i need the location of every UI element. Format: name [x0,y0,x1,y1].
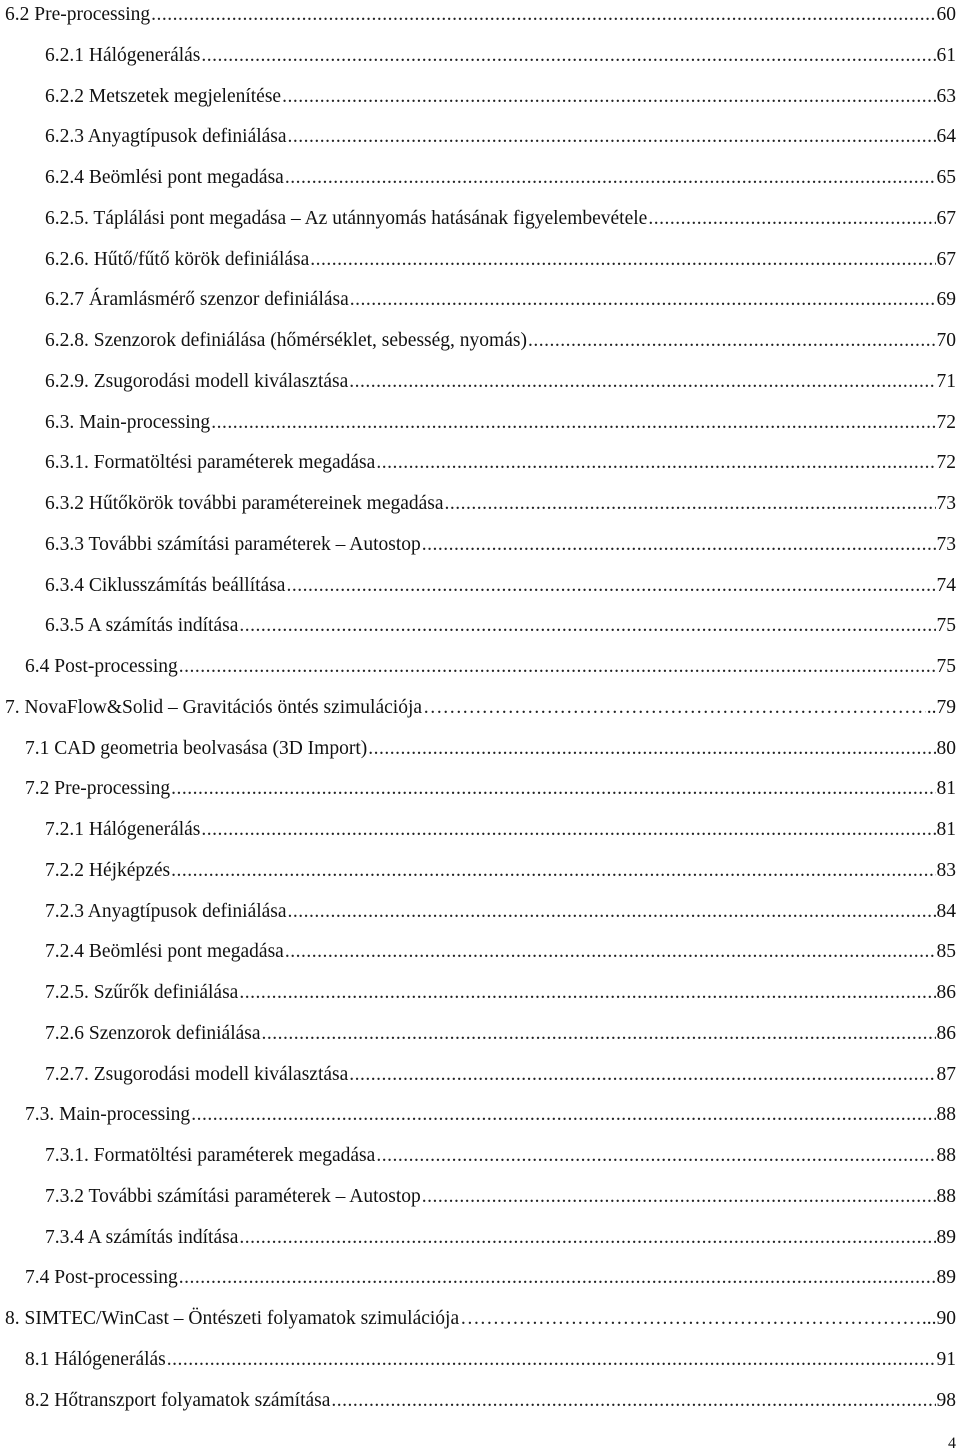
toc-entry-page: 64 [936,126,956,148]
toc-entry-page: 73 [936,493,956,514]
toc-entry-page: 63 [936,85,956,107]
toc-entry[interactable] [25,734,956,764]
toc-dot-leader [422,1182,936,1212]
toc-entry-page: 80 [936,737,956,759]
toc-entry[interactable] [45,1060,956,1090]
toc-dot-leader [282,82,935,112]
toc-entry-title: 6.2.8. Szenzorok definiálása (hőmérséklet, sebesség, nyomás) [45,330,527,351]
toc-entry-page: ...90 [921,1308,956,1329]
toc-dot-leader [376,448,935,478]
toc-entry[interactable] [25,1386,956,1416]
toc-entry-title: 8.1 Hálógenerálás [25,1348,166,1370]
toc-entry-title: 6.3.2 Hűtőkörök további paramétereinek megadása [45,493,444,514]
toc-entry-page: 69 [936,289,956,311]
toc-entry[interactable] [45,1182,956,1212]
toc-entry-title: 6.2.3 Anyagtípusok definiálása [45,126,287,148]
toc-dot-leader [211,408,935,438]
toc-entry-title: 8. SIMTEC/WinCast – Öntészeti folyamatok szimulációja [5,1308,460,1329]
toc-entry[interactable] [45,448,956,478]
toc-dot-leader [239,978,935,1008]
toc-entry[interactable] [5,0,956,30]
toc-entry[interactable] [45,815,956,845]
toc-entry-page: 89 [936,1267,956,1289]
toc-entry-title: 7.2.4 Beömlési pont megadása [45,941,284,963]
toc-entry-page: 72 [936,411,956,433]
toc-dot-leader [286,571,935,601]
toc-entry-title: 7.4 Post-processing [25,1267,178,1289]
toc-entry-title: 6.2.6. Hűtő/fűtő körök definiálása [45,248,310,270]
toc-dot-leader [528,326,936,356]
toc-dot-leader [201,815,935,845]
toc-entry-title: 7.2.6 Szenzorok definiálása [45,1022,261,1044]
toc-dot-leader [288,897,936,927]
toc-dot-leader [285,937,936,967]
toc-dot-leader [376,1141,935,1171]
toc-dot-leader [648,204,935,234]
toc-entry-title: 6.3.3 További számítási paraméterek – Autostop [45,533,421,555]
toc-dot-leader [151,0,935,30]
toc-entry[interactable] [45,856,956,886]
toc-entry-page: 88 [936,1145,956,1166]
toc-entry-page: 74 [936,574,956,596]
toc-entry[interactable] [25,1263,956,1293]
toc-entry-title: 7.2.3 Anyagtípusok definiálása [45,900,287,922]
toc-dot-leader [262,1019,936,1049]
toc-dot-leader [350,285,936,315]
toc-dot-leader [310,245,935,275]
toc-entry[interactable] [45,937,956,967]
toc-entry-page: ..79 [926,696,956,718]
toc-dot-leader [285,163,936,193]
toc-dot-leader [171,856,935,886]
toc-entry[interactable] [25,1100,956,1130]
toc-entry-title: 6.2.5. Táplálási pont megadása – Az utánnyomás hatásának figyelembevétele [45,207,648,229]
toc-entry-page: 81 [936,778,956,800]
toc-entry[interactable] [5,1304,956,1334]
toc-entry-title: 6.3.4 Ciklusszámítás beállítása [45,574,286,596]
toc-entry-title: 8.2 Hőtranszport folyamatok számítása [25,1389,331,1411]
toc-entry-title: 7.2 Pre-processing [25,778,171,800]
toc-entry[interactable] [45,1019,956,1049]
toc-entry-page: 86 [936,982,956,1003]
toc-entry-page: 87 [936,1063,956,1085]
toc-entry[interactable] [45,897,956,927]
toc-entry-title: 6.4 Post-processing [25,656,178,677]
toc-entry-page: 70 [936,330,956,351]
toc-dot-leader [445,489,936,519]
toc-entry[interactable] [45,489,956,519]
toc-entry-title: 6.2 Pre-processing [5,4,151,25]
toc-entry-page: 73 [936,533,956,555]
toc-entry-page: 81 [936,819,956,840]
toc-dot-leader [191,1100,935,1130]
toc-dot-leader [331,1386,935,1416]
toc-entry-page: 91 [936,1348,956,1370]
toc-entry-title: 7.3.1. Formatöltési paraméterek megadása [45,1145,376,1166]
toc-dot-leader [171,774,935,804]
toc-entry-title: 6.2.9. Zsugorodási modell kiválasztása [45,370,349,392]
toc-entry[interactable] [45,571,956,601]
toc-entry[interactable] [45,1223,956,1253]
toc-dot-leader [349,367,935,397]
toc-entry[interactable] [45,82,956,112]
toc-entry-title: 7.2.1 Hálógenerálás [45,819,201,840]
toc-dot-leader [368,734,935,764]
toc-entry-page: 75 [936,615,956,637]
toc-entry[interactable] [45,122,956,152]
toc-entry-page: 71 [936,370,956,392]
toc-entry-title: 6.2.2 Metszetek megjelenítése [45,85,282,107]
toc-dot-leader [167,1345,936,1375]
toc-entry-title: 7.3. Main-processing [25,1104,191,1126]
toc-entry-page: 65 [936,167,956,188]
toc-entry-title: 7. NovaFlow&Solid – Gravitációs öntés szimulációja [5,696,423,718]
toc-entry-page: 67 [936,248,956,270]
toc-dot-leader [460,1304,921,1334]
toc-entry-title: 6.3. Main-processing [45,411,211,433]
toc-entry[interactable] [45,326,956,356]
toc-entry[interactable] [45,163,956,193]
toc-entry[interactable] [25,652,956,682]
toc-entry[interactable] [45,611,956,641]
toc-entry-title: 7.3.2 További számítási paraméterek – Autostop [45,1185,421,1207]
toc-entry-page: 86 [936,1022,956,1044]
toc-entry-title: 6.2.4 Beömlési pont megadása [45,167,284,188]
toc-dot-leader [423,693,926,723]
toc-entry-title: 7.2.2 Héjképzés [45,859,171,881]
toc-entry[interactable] [45,41,956,71]
toc-entry-title: 6.2.1 Hálógenerálás [45,44,201,66]
toc-entry[interactable] [45,530,956,560]
toc-dot-leader [239,1223,935,1253]
toc-entry-title: 6.3.5 A számítás indítása [45,615,239,637]
toc-dot-leader [288,122,936,152]
toc-entry-page: 88 [936,1104,956,1126]
toc-dot-leader [179,1263,936,1293]
toc-entry[interactable] [45,285,956,315]
toc-dot-leader [349,1060,935,1090]
toc-entry-page: 83 [936,859,956,881]
toc-entry-page: 61 [936,44,956,66]
toc-entry-page: 89 [936,1226,956,1248]
toc-entry-title: 7.3.4 A számítás indítása [45,1226,239,1248]
toc-entry-page: 60 [936,4,956,25]
toc-entry-page: 85 [936,941,956,963]
toc-dot-leader [422,530,936,560]
toc-entry[interactable] [45,204,956,234]
toc-entry[interactable] [45,367,956,397]
toc-dot-leader [179,652,936,682]
toc-dot-leader [201,41,935,71]
toc-entry-title: 7.1 CAD geometria beolvasása (3D Import) [25,737,368,759]
toc-entry-page: 67 [936,207,956,229]
toc-entry[interactable] [25,774,956,804]
toc-entry[interactable] [5,693,956,723]
toc-entry-title: 6.2.7 Áramlásmérő szenzor definiálása [45,289,349,311]
page-number: 4 [948,1435,956,1452]
toc-entry-page: 75 [936,656,956,677]
toc-entry-title: 7.2.5. Szűrők definiálása [45,982,239,1003]
toc-entry-page: 88 [936,1185,956,1207]
toc-entry[interactable] [45,408,956,438]
toc-entry-title: 6.3.1. Formatöltési paraméterek megadása [45,452,376,474]
toc-entry-page: 72 [936,452,956,474]
toc-entry[interactable] [45,245,956,275]
toc-dot-leader [239,611,935,641]
toc-entry[interactable] [45,1141,956,1171]
toc-entry-title: 7.2.7. Zsugorodási modell kiválasztása [45,1063,349,1085]
toc-entry[interactable] [45,978,956,1008]
toc-entry-page: 84 [936,900,956,922]
toc-entry[interactable] [25,1345,956,1375]
toc-entry-page: 98 [936,1389,956,1411]
